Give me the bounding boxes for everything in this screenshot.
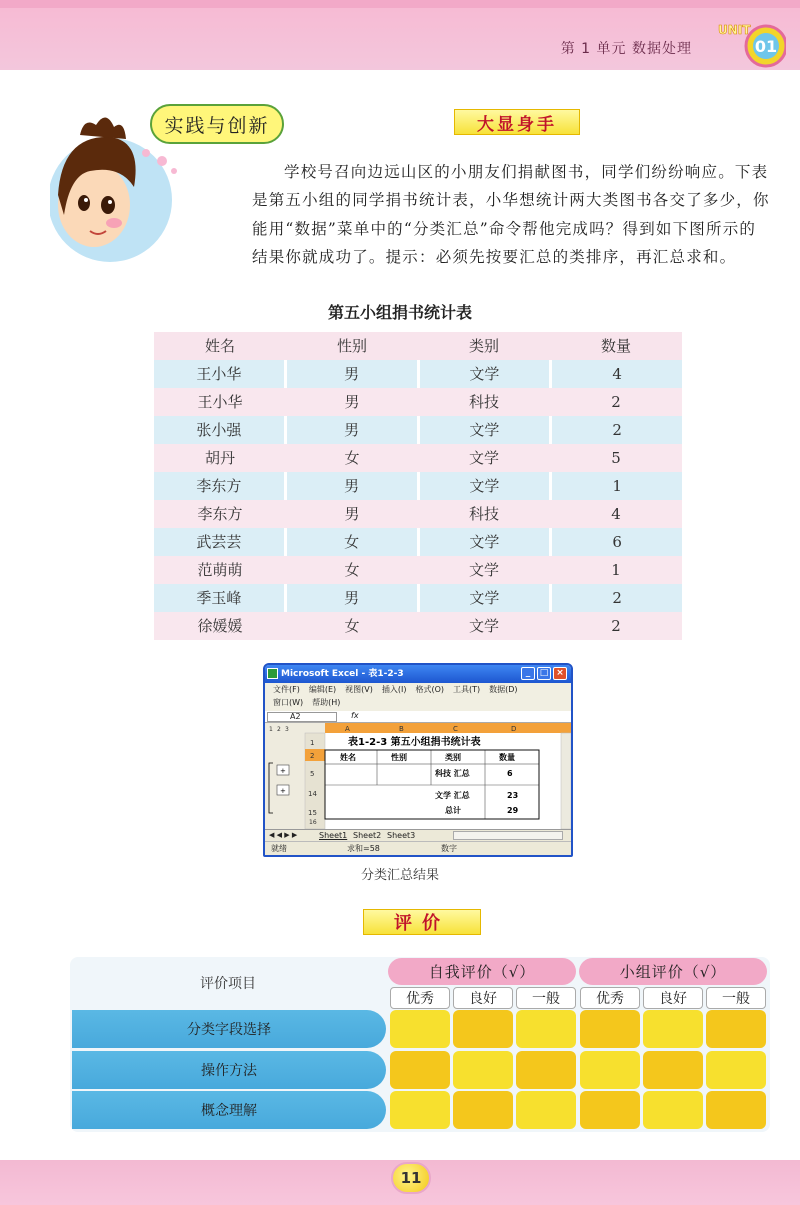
table-cell: 文学 xyxy=(420,528,553,556)
tab-nav-icon[interactable]: ◀ ◀ ▶ ▶ xyxy=(269,831,298,839)
menu-file[interactable]: 文件(F) xyxy=(273,685,300,694)
table-row xyxy=(154,500,682,528)
level-good: 良好 xyxy=(453,987,513,1009)
table-row xyxy=(154,444,682,472)
sheet-tabs xyxy=(265,829,571,841)
table-cell: 2 xyxy=(611,393,621,411)
eval-row-operation: 操作方法 xyxy=(72,1051,386,1089)
minimize-button[interactable]: _ xyxy=(521,667,535,680)
check-cell[interactable] xyxy=(580,1051,640,1089)
check-cell[interactable] xyxy=(453,1051,513,1089)
tab-sheet1[interactable]: Sheet1 xyxy=(319,831,348,840)
sheet-title: 表1-2-3 第五小组捐书统计表 xyxy=(348,737,481,748)
tab-sheet2[interactable]: Sheet2 xyxy=(353,831,382,840)
check-cell[interactable] xyxy=(390,1051,450,1089)
table-cell: 4 xyxy=(552,360,682,388)
menu-tools[interactable]: 工具(T) xyxy=(453,685,481,694)
table-header-row xyxy=(154,332,682,360)
check-cell[interactable] xyxy=(706,1051,766,1089)
expand-icon: + xyxy=(280,787,286,795)
outline-level-3[interactable]: 3 xyxy=(285,726,289,733)
table-cell: 科技 xyxy=(468,505,499,523)
grid-cell[interactable]: 文学 汇总 xyxy=(435,791,470,800)
table-cell: 6 xyxy=(552,528,682,556)
excel-grid xyxy=(265,723,571,829)
status-bar xyxy=(265,841,571,855)
show-skill-tag: 大显身手 xyxy=(454,109,580,135)
formula-bar xyxy=(265,711,571,723)
grid-cell[interactable]: 6 xyxy=(507,769,513,778)
horizontal-scrollbar[interactable] xyxy=(453,831,563,840)
status-ready: 就绪 xyxy=(271,844,287,853)
row-number[interactable]: 1 xyxy=(310,739,315,747)
table-cell: 文学 xyxy=(468,561,499,579)
grid-header-cell[interactable]: 类别 xyxy=(445,753,461,762)
evaluation-item-header: 评价项目 xyxy=(200,976,256,992)
maximize-button[interactable]: □ xyxy=(537,667,551,680)
check-cell[interactable] xyxy=(390,1091,450,1129)
table-cell: 女 xyxy=(287,528,420,556)
excel-title-bar xyxy=(265,665,571,683)
status-num: 数字 xyxy=(441,844,457,853)
fx-icon[interactable]: fx xyxy=(351,711,359,720)
table-cell: 季玉峰 xyxy=(154,584,287,612)
table-cell: 男 xyxy=(344,505,360,523)
table-cell: 王小华 xyxy=(154,360,287,388)
grid-header-cell[interactable]: 姓名 xyxy=(340,753,356,762)
table-row xyxy=(154,360,682,388)
table-cell: 文学 xyxy=(420,472,553,500)
level-good: 良好 xyxy=(643,987,703,1009)
table-cell: 男 xyxy=(287,360,420,388)
unit-badge-text: UNIT xyxy=(718,23,751,37)
table-cell: 文学 xyxy=(420,584,553,612)
table-cell: 1 xyxy=(611,561,621,579)
table-row xyxy=(154,612,682,640)
table-header-cell: 姓名 xyxy=(204,337,235,355)
eval-row-category-field: 分类字段选择 xyxy=(72,1010,386,1048)
excel-app-icon xyxy=(267,668,278,679)
grid-cell[interactable]: 29 xyxy=(507,806,519,815)
donation-table xyxy=(154,332,682,640)
status-sum: 求和=58 xyxy=(347,844,380,853)
table-cell: 王小华 xyxy=(197,393,243,411)
table-cell: 范萌萌 xyxy=(197,561,243,579)
unit-title: 第 1 单元 数据处理 xyxy=(560,41,692,57)
grid-header-cell[interactable]: 性别 xyxy=(391,753,407,762)
grid-cell[interactable]: 23 xyxy=(507,791,519,800)
col-header-d[interactable]: D xyxy=(511,725,517,733)
table-title: 第五小组捐书统计表 xyxy=(327,303,472,322)
check-cell[interactable] xyxy=(516,1010,576,1048)
table-row xyxy=(154,472,682,500)
menu-edit[interactable]: 编辑(E) xyxy=(308,685,337,694)
table-cell: 李东方 xyxy=(154,472,287,500)
evaluation-tag: 评价 xyxy=(363,909,481,935)
table-cell: 5 xyxy=(611,449,621,467)
table-cell: 徐媛媛 xyxy=(197,617,243,635)
col-header-a[interactable]: A xyxy=(345,725,350,733)
level-average: 一般 xyxy=(516,987,576,1009)
table-cell: 文学 xyxy=(468,617,499,635)
header-strip xyxy=(0,0,800,8)
row-number[interactable]: 2 xyxy=(310,752,315,760)
self-evaluation-header: 自我评价（√） xyxy=(388,958,576,985)
table-row xyxy=(154,388,682,416)
table-header-cell: 数量 xyxy=(600,337,631,355)
check-cell[interactable] xyxy=(453,1010,513,1048)
practice-innovation-tag: 实践与创新 xyxy=(150,104,284,144)
table-cell: 张小强 xyxy=(154,416,287,444)
outline-level-1[interactable]: 1 xyxy=(269,726,273,733)
check-cell[interactable] xyxy=(453,1091,513,1129)
level-excellent: 优秀 xyxy=(390,987,450,1009)
unit-number: 01 xyxy=(754,37,778,56)
table-row xyxy=(154,528,682,556)
figure-caption: 分类汇总结果 xyxy=(360,868,439,883)
name-box[interactable]: A2 xyxy=(267,712,337,722)
check-cell[interactable] xyxy=(643,1091,703,1129)
table-header-cell: 类别 xyxy=(468,337,499,355)
table-cell: 2 xyxy=(552,416,682,444)
table-cell: 2 xyxy=(552,584,682,612)
row-number[interactable]: 14 xyxy=(308,790,317,798)
menu-window[interactable]: 窗口(W) xyxy=(273,698,304,707)
grid-header-cell[interactable]: 数量 xyxy=(499,753,515,762)
table-cell: 文学 xyxy=(468,449,499,467)
outline-level-2[interactable]: 2 xyxy=(277,726,281,733)
table-row xyxy=(154,556,682,584)
table-cell: 李东方 xyxy=(197,505,243,523)
menu-view[interactable]: 视图(V) xyxy=(345,685,373,694)
table-cell: 科技 xyxy=(468,393,499,411)
table-cell: 2 xyxy=(611,617,621,635)
menu-format[interactable]: 格式(O) xyxy=(415,685,445,694)
col-header-b[interactable]: B xyxy=(399,725,404,733)
eval-row-concept: 概念理解 xyxy=(72,1091,386,1129)
row-number[interactable]: 5 xyxy=(310,770,315,778)
header-band xyxy=(0,0,800,70)
level-average: 一般 xyxy=(706,987,766,1009)
excel-window xyxy=(263,663,573,857)
col-header-c[interactable]: C xyxy=(453,725,458,733)
intro-paragraph: 学校号召向边远山区的小朋友们捐献图书，同学们纷纷响应。下表是第五小组的同学捐书统计表，小华想统计两大类图书各交了多少，你能用“数据”菜单中的“分类汇总”命令帮他完成吗？得到如下图所示的结果你就成功了。提示：必须先按要汇总的类排序，再汇总求和。 xyxy=(252,163,770,266)
table-cell: 文学 xyxy=(420,416,553,444)
check-cell[interactable] xyxy=(643,1010,703,1048)
check-cell[interactable] xyxy=(516,1091,576,1129)
menu-help[interactable]: 帮助(H) xyxy=(312,698,341,707)
expand-icon: + xyxy=(280,767,286,775)
table-cell: 4 xyxy=(611,505,621,523)
table-cell: 女 xyxy=(344,617,360,635)
menu-insert[interactable]: 插入(I) xyxy=(381,685,407,694)
table-cell: 胡丹 xyxy=(204,449,235,467)
grid-cell[interactable]: 科技 汇总 xyxy=(435,769,470,778)
row-number[interactable]: 16 xyxy=(309,819,317,826)
table-row xyxy=(154,416,682,444)
check-cell[interactable] xyxy=(643,1051,703,1089)
table-cell: 男 xyxy=(344,393,360,411)
table-cell: 女 xyxy=(344,449,360,467)
excel-menu-bar xyxy=(265,683,571,711)
group-evaluation-header: 小组评价（√） xyxy=(579,958,767,985)
vertical-scrollbar xyxy=(561,733,571,829)
check-cell[interactable] xyxy=(516,1051,576,1089)
table-cell: 女 xyxy=(344,561,360,579)
check-cell[interactable] xyxy=(580,1010,640,1048)
check-cell[interactable] xyxy=(580,1091,640,1129)
table-row xyxy=(154,584,682,612)
close-button[interactable]: × xyxy=(553,667,567,680)
level-excellent: 优秀 xyxy=(580,987,640,1009)
check-cell[interactable] xyxy=(390,1010,450,1048)
table-cell: 男 xyxy=(287,472,420,500)
excel-title: Microsoft Excel - 表1-2-3 xyxy=(281,669,404,679)
row-number[interactable]: 15 xyxy=(308,809,317,817)
table-cell: 1 xyxy=(552,472,682,500)
check-cell[interactable] xyxy=(706,1010,766,1048)
table-cell: 男 xyxy=(287,416,420,444)
tab-sheet3[interactable]: Sheet3 xyxy=(387,831,416,840)
grid-cell[interactable]: 总计 xyxy=(445,806,461,815)
menu-data[interactable]: 数据(D) xyxy=(489,685,518,694)
table-header-cell: 性别 xyxy=(336,337,367,355)
check-cell[interactable] xyxy=(706,1091,766,1129)
table-cell: 武芸芸 xyxy=(154,528,287,556)
page-number: 11 xyxy=(391,1162,431,1194)
table-cell: 文学 xyxy=(420,360,553,388)
unit-badge-icon xyxy=(716,8,786,68)
table-cell: 男 xyxy=(287,584,420,612)
